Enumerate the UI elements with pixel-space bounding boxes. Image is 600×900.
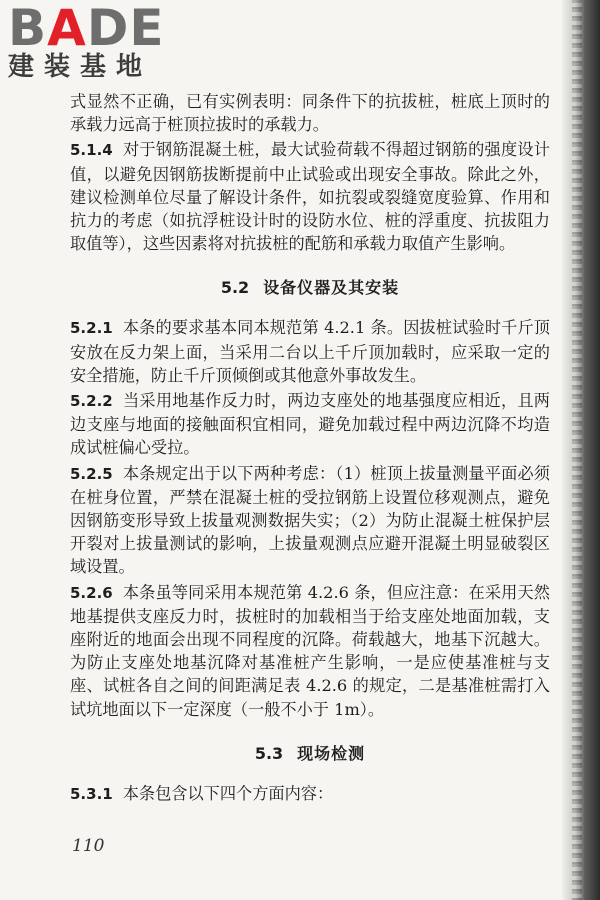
clause-text: 当采用地基作反力时，两边支座处的地基强度应相近，且两边支座与地面的接触面积宜相同，避免加载过程中两边沉降不均造成试桩偏心受拉。 xyxy=(70,391,550,458)
section-title: 现场检测 xyxy=(297,743,366,763)
clause-number: 5.2.5 xyxy=(70,464,113,483)
clause-text: 本条虽等同采用本规范第 4.2.6 条，但应注意：在采用天然地基提供支座反力时，拔桩时的加载相当于给支座处地面加载，支座附近的地面会出现不同程度的沉降。荷载越大，地基下沉越大。为防止支座处地基沉降对基准桩产生影响，一是应使基准桩与支座、试桩各自之间的间距满足表 4.2.6 的规定，二是基准桩需打入试坑地面以下一定深度（一般不小于 1m）。 xyxy=(70,582,550,719)
clause-5-3-1 xyxy=(70,782,550,806)
logo-subtitle: 建装基地 xyxy=(8,52,153,82)
section-heading-5-2 xyxy=(70,275,550,298)
logo-accent-letter: A xyxy=(47,0,87,57)
clause-number: 5.2.6 xyxy=(70,583,113,602)
page-number: 110 xyxy=(72,836,105,856)
section-heading-5-3 xyxy=(70,741,550,764)
brand-logo xyxy=(8,2,176,82)
clause-5-2-6 xyxy=(70,581,550,721)
section-title: 设备仪器及其安装 xyxy=(263,278,400,298)
clause-number: 5.2.2 xyxy=(70,392,113,411)
clause-text: 本条规定出于以下两种考虑：（1）桩顶上拔量测量平面必须在桩身位置，严禁在混凝土桩的受拉钢筋上设置位移观测点，避免因钢筋变形导致上拔量观测数据失实；（2）为防止混凝土桩保护层开裂对上拔量测试的影响，上拔量观测点应避开混凝土明显破裂区域设置。 xyxy=(70,463,550,577)
page-body xyxy=(70,90,550,806)
intro-fragment: 式显然不正确，已有实例表明：同条件下的抗拔桩，桩底上顶时的承载力远高于桩顶拉拔时的承载力。 xyxy=(70,92,550,135)
clause-5-1-4 xyxy=(70,138,550,255)
clause-text: 本条的要求基本同本规范第 4.2.1 条。因拔桩试验时千斤顶安放在反力架上面，当采用二台以上千斤顶加载时，应采取一定的安全措施，防止千斤顶倾倒或其他意外事故发生。 xyxy=(70,318,550,385)
clause-number: 5.2.1 xyxy=(70,319,113,338)
clause-number: 5.3.1 xyxy=(70,784,113,803)
clause-5-2-1 xyxy=(70,316,550,387)
scan-shadow-edge xyxy=(562,0,600,900)
clause-5-2-5 xyxy=(70,462,550,579)
clause-text: 本条包含以下四个方面内容： xyxy=(122,783,334,803)
logo-wordmark: BADE xyxy=(8,0,165,57)
clause-5-2-2 xyxy=(70,389,550,460)
section-number: 5.3 xyxy=(254,743,284,763)
section-number: 5.2 xyxy=(220,278,250,298)
clause-text: 对于钢筋混凝土桩，最大试验荷载不得超过钢筋的强度设计值，以避免因钢筋拔断提前中止试验或出现安全事故。除此之外，建议检测单位尽量了解设计条件，如抗裂或裂缝宽度验算、作用和抗力的考虑（如抗浮桩设计时的设防水位、桩的浮重度、抗拔阻力取值等），这些因素将对抗拔桩的配筋和承载力取值产生影响。 xyxy=(70,140,550,254)
clause-number: 5.1.4 xyxy=(70,141,113,160)
